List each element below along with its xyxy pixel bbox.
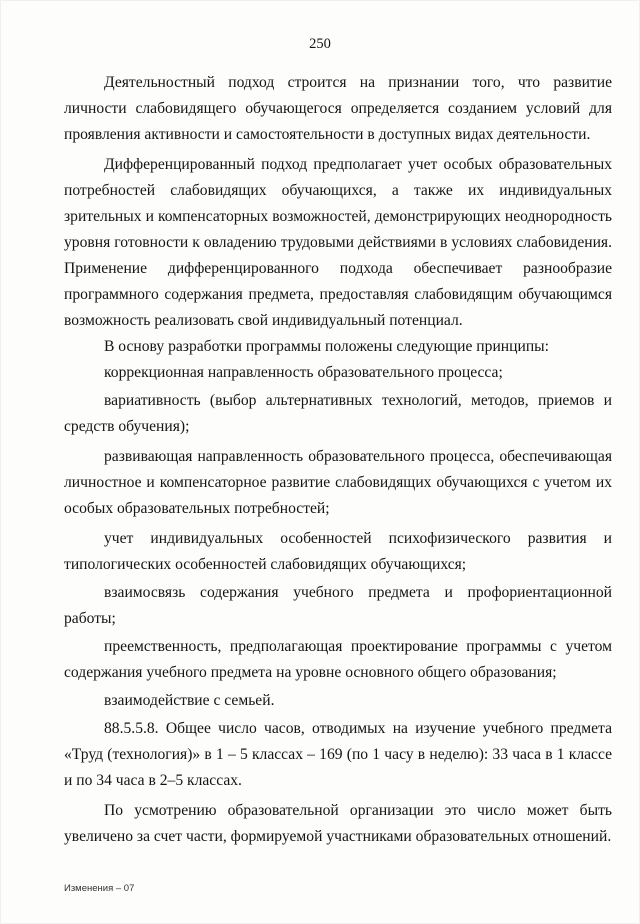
paragraph-total-hours: 88.5.5.8. Общее число часов, отводимых на изучение учебного предмета «Труд (технология)» в 1 – 5 классах – 169 (по 1 часу в неделю): 33 часа в 1 классе и по 34 часа в 2–5 классах. bbox=[64, 720, 612, 789]
principle-developmental-orientation: развивающая направленность образовательного процесса, обеспечивающая личностное и компенсаторное развитие слабовидящих обучающихся с учетом их особых образовательных потребностей; bbox=[64, 448, 612, 517]
principle-correctional-orientation: коррекционная направленность образовательного процесса; bbox=[104, 364, 503, 381]
paragraph-principles-intro: В основу разработки программы положены следующие принципы: bbox=[104, 338, 549, 355]
footer-revision-note: Изменения – 07 bbox=[64, 883, 135, 894]
page-number: 250 bbox=[309, 36, 331, 52]
principle-career-guidance-link: взаимосвязь содержания учебного предмета и профориентационной работы; bbox=[64, 584, 612, 627]
principle-variability: вариативность (выбор альтернативных технологий, методов, приемов и средств обучения); bbox=[64, 392, 612, 435]
principle-family-interaction: взаимодействие с семьей. bbox=[104, 692, 275, 709]
paragraph-hours-increase: По усмотрению образовательной организации это число может быть увеличено за счет части, формируемой участниками образовательных отношений. bbox=[64, 802, 612, 845]
principle-continuity: преемственность, предполагающая проектирование программы с учетом содержания учебного предмета на уровне основного общего образования; bbox=[64, 638, 612, 681]
document-body bbox=[64, 70, 612, 850]
principle-individual-features: учет индивидуальных особенностей психофизического развития и типологических особенностей слабовидящих обучающихся; bbox=[64, 530, 612, 573]
paragraph-differentiated-approach: Дифференцированный подход предполагает учет особых образовательных потребностей слабовидящих обучающихся, а также их индивидуальных зрительных и компенсаторных возможностей, демонстрирующих неоднородность уровня готовности к овладению трудовыми действиями в условиях слабовидения. Применение дифференцированного подхода обеспечивает разнообразие программного содержания предмета, предоставляя слабовидящим обучающимся возможность реализовать свой индивидуальный потенциал. bbox=[64, 156, 612, 329]
paragraph-activity-approach: Деятельностный подход строится на признании того, что развитие личности слабовидящего обучающегося определяется созданием условий для проявления активности и самостоятельности в доступных видах деятельности. bbox=[64, 74, 612, 143]
